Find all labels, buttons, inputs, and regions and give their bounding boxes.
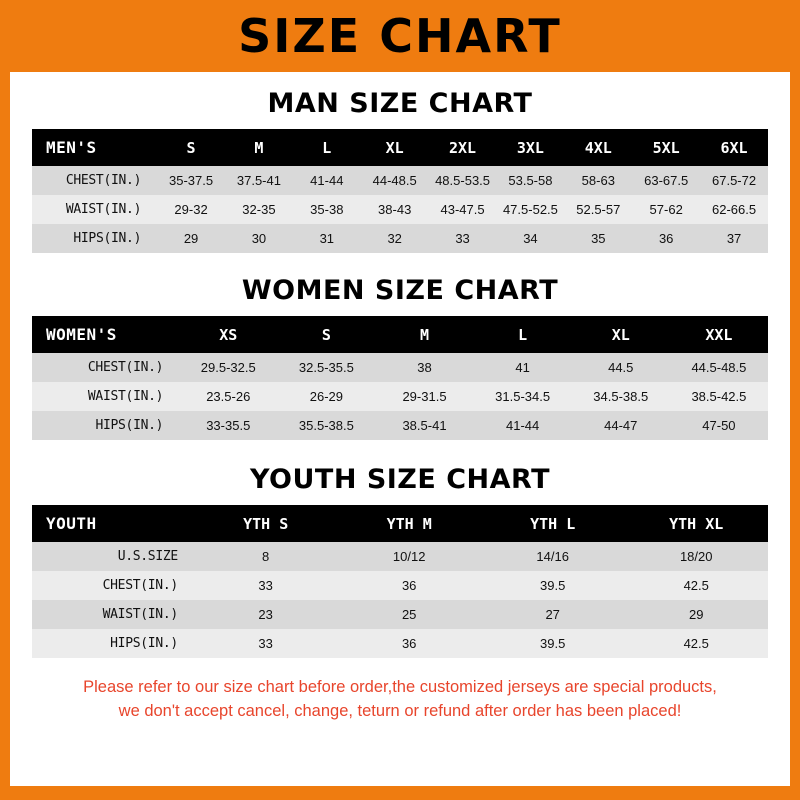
youth-header-xl: YTH XL (669, 514, 724, 533)
youth-header-label: YOUTH (46, 514, 97, 533)
man-header-l: L (322, 138, 332, 157)
man-table-head (32, 129, 768, 166)
row-label: WAIST(IN.) (87, 389, 164, 404)
cell: 34.5-38.5 (593, 389, 649, 404)
cell: 34 (523, 231, 538, 246)
cell: 58-63 (581, 173, 615, 188)
cell: 29 (688, 607, 704, 622)
youth-section-title: YOUTH SIZE CHART (249, 464, 551, 495)
row-label: HIPS(IN.) (95, 418, 164, 433)
cell: 38-43 (378, 202, 412, 217)
man-table-body (32, 166, 768, 253)
cell: 41-44 (506, 418, 540, 433)
women-table-body (32, 353, 768, 440)
cell: 29-32 (174, 202, 208, 217)
cell: 44-48.5 (372, 173, 417, 188)
row-label: WAIST(IN.) (102, 607, 178, 622)
cell: 44.5 (608, 360, 634, 375)
women-header-xxl: XXL (705, 325, 733, 344)
youth-size-table (32, 505, 768, 658)
cell: 29.5-32.5 (200, 360, 256, 375)
cell: 26-29 (309, 389, 343, 404)
footer-note (32, 676, 768, 724)
table-header-row (32, 316, 768, 353)
cell: 39.5 (540, 636, 566, 651)
cell: 62-66.5 (712, 202, 757, 217)
cell: 35-38 (310, 202, 344, 217)
cell: 37 (726, 231, 742, 246)
cell: 32 (387, 231, 402, 246)
women-header-xs: XS (219, 325, 238, 344)
man-header-5xl: 5XL (652, 138, 680, 157)
cell: 38.5-41 (402, 418, 447, 433)
cell: 31 (319, 231, 335, 246)
cell: 48.5-53.5 (435, 173, 491, 188)
row-label: U.S.SIZE (117, 549, 178, 564)
content (10, 88, 790, 724)
women-header-s: S (321, 325, 331, 344)
cell: 18/20 (679, 549, 713, 564)
cell: 23.5-26 (206, 389, 251, 404)
cell: 41-44 (310, 173, 344, 188)
row-label: CHEST(IN.) (87, 360, 164, 375)
cell: 43-47.5 (440, 202, 485, 217)
cell: 44-47 (604, 418, 638, 433)
cell: 30 (251, 231, 267, 246)
table-row (32, 542, 768, 571)
youth-header-l: YTH L (530, 514, 576, 533)
cell: 57-62 (649, 202, 683, 217)
women-header-label: WOMEN'S (46, 325, 117, 344)
cell: 14/16 (536, 549, 569, 564)
cell: 32-35 (242, 202, 276, 217)
man-header-label: MEN'S (46, 138, 97, 157)
women-header-xl: XL (611, 325, 630, 344)
women-section-title: WOMEN SIZE CHART (241, 275, 559, 306)
youth-header-s: YTH S (243, 514, 289, 533)
man-size-table (32, 129, 768, 253)
cell: 33 (455, 231, 470, 246)
cell: 23 (258, 607, 273, 622)
youth-header-m: YTH M (386, 514, 432, 533)
cell: 35-37.5 (169, 173, 214, 188)
cell: 27 (545, 607, 560, 622)
cell: 36 (401, 578, 417, 593)
youth-table-body (32, 542, 768, 658)
cell: 29 (183, 231, 199, 246)
man-header-s: S (186, 138, 196, 157)
man-header-m: M (254, 138, 264, 157)
cell: 63-67.5 (644, 173, 689, 188)
cell: 44.5-48.5 (691, 360, 747, 375)
man-section-title: MAN SIZE CHART (267, 88, 533, 119)
cell: 35 (591, 231, 606, 246)
cell: 38.5-42.5 (691, 389, 747, 404)
man-header-2xl: 2XL (449, 138, 477, 157)
man-header-3xl: 3XL (516, 138, 544, 157)
table-row (32, 224, 768, 253)
cell: 53.5-58 (508, 173, 553, 188)
cell: 42.5 (683, 578, 709, 593)
cell: 39.5 (540, 578, 566, 593)
cell: 37.5-41 (236, 173, 281, 188)
cell: 33-35.5 (206, 418, 251, 433)
footer-note-line-1: Please refer to our size chart before order,the customized jerseys are special products, (83, 678, 717, 696)
youth-table-head (32, 505, 768, 542)
man-header-4xl: 4XL (584, 138, 612, 157)
cell: 29-31.5 (402, 389, 447, 404)
women-header-m: M (419, 325, 430, 344)
cell: 36 (658, 231, 674, 246)
banner (0, 0, 800, 72)
women-size-table (32, 316, 768, 440)
cell: 47.5-52.5 (502, 202, 558, 217)
cell: 36 (401, 636, 417, 651)
bottom-accent-bar (0, 786, 800, 800)
cell: 8 (262, 549, 270, 564)
page-title: SIZE CHART (238, 9, 562, 63)
cell: 41 (515, 360, 530, 375)
row-label: HIPS(IN.) (110, 636, 178, 651)
row-label: WAIST(IN.) (65, 202, 142, 217)
cell: 31.5-34.5 (495, 389, 551, 404)
women-table-head (32, 316, 768, 353)
footer-note-line-2: we don't accept cancel, change, teturn or refund after order has been placed! (118, 701, 682, 720)
table-header-row (32, 505, 768, 542)
row-label: HIPS(IN.) (73, 231, 142, 246)
cell: 25 (401, 607, 417, 622)
table-row (32, 195, 768, 224)
cell: 35.5-38.5 (298, 418, 354, 433)
man-header-6xl: 6XL (720, 138, 748, 157)
table-row (32, 571, 768, 600)
row-label: CHEST(IN.) (65, 173, 142, 188)
table-row (32, 166, 768, 195)
row-label: CHEST(IN.) (102, 578, 178, 593)
women-header-l: L (518, 325, 528, 344)
cell: 52.5-57 (576, 202, 621, 217)
cell: 10/12 (392, 549, 426, 564)
cell: 32.5-35.5 (298, 360, 354, 375)
table-row (32, 600, 768, 629)
cell: 47-50 (702, 418, 736, 433)
cell: 42.5 (683, 636, 709, 651)
man-header-xl: XL (385, 138, 404, 157)
table-row (32, 411, 768, 440)
table-row (32, 629, 768, 658)
cell: 33 (258, 636, 273, 651)
table-header-row (32, 129, 768, 166)
table-row (32, 353, 768, 382)
cell: 38 (417, 360, 432, 375)
table-row (32, 382, 768, 411)
cell: 67.5-72 (712, 173, 757, 188)
cell: 33 (258, 578, 273, 593)
